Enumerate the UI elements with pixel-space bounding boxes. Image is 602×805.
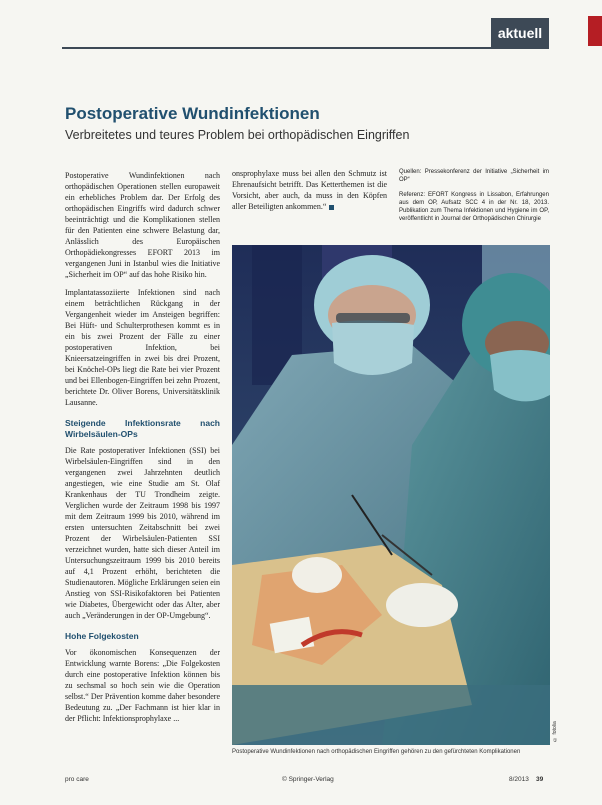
- footer-issue: 8/2013: [509, 776, 529, 783]
- subheading-costs: Hohe Folgekosten: [65, 631, 139, 641]
- article-subtitle: Verbreitetes und teures Problem bei orthopädischen Eingriffen: [65, 128, 410, 142]
- paragraph-continuation: [232, 168, 387, 212]
- end-of-article-icon: [329, 205, 334, 210]
- sources-line: Quellen: Pressekonferenz der Initiative „Sicherheit im OP“: [399, 169, 549, 183]
- section-badge: aktuell: [491, 18, 549, 48]
- surgeons-operating-image: [232, 245, 550, 745]
- text-column-1: [65, 170, 220, 731]
- section-marker-red: [588, 16, 602, 46]
- paragraph-continuation-text: onsprophylaxe muss bei allen den Schmutz ist Ehrenaufsicht betrifft. Das Ketterthemen ist die Vorsicht, aber auch, da muss in den Köpfen aller Beteiligten ankommen.“: [232, 169, 387, 211]
- text-column-2: [232, 168, 387, 219]
- sources-box: [399, 168, 549, 230]
- paragraph-spine-study: Die Rate postoperativer Infektionen (SSI) bei Wirbelsäulen-Eingriffen sind in den vergangenen zwei Jahrzehnten deutlich angestiegen, wie eine Studie am St. Olaf Krankenhaus der TU Trondheim zeigte. Verglichen wurde der Zeitraum 1998 bis 1997 mit dem Zeitraum 1999 bis 2010, während im ersten untersuchten Zeitabschnitt bei zwei Prozent der Wirbelsäulen-Patienten SSI verzeichnet wurden, hatte sich dieser Anteil im Untersuchungszeitraum 1999 bis 2010 bereits auf 4,1 Prozent erhöht, berichteten die Studienautoren. Mögliche Erklärungen seien ein Anstieg von SSI-Risikofaktoren bei Patienten wie Diabetes, Übergewicht oder das Alter, aber auch „Veränderungen in der OP-Umgebung“.: [65, 446, 220, 620]
- subheading-spine: Steigende Infektionsrate nach Wirbelsäulen-OPs: [65, 418, 220, 439]
- paragraph-costs: Vor ökonomischen Konsequenzen der Entwicklung warnte Borens: „Die Folgekosten durch eine postoperative Infektion können bis zu sechsmal so hoch sein wie die Operation selbst.“ Der Prävention komme daher besondere Bedeutung zu. „Der Fachmann ist hier klar in der Pflicht: Infektionsprophylaxe ...: [65, 648, 220, 723]
- paragraph-infection-rates: Implantatassoziierte Infektionen sind nach einem beträchtlichen Rückgang in der Vergangenheit wieder im Ansteigen begriffen: Bei Hüft- und Schulterprothesen kommt es in ein bis zwei Prozent der Fälle zu einer postoperativen Infektion, bei Knieersatzeingriffen in zwei bis drei Prozent, bei Knöchel-OPs liegt die Rate bei vier Prozent und bei Ellenbogen-Eingriffen bei zehn Prozent, berichtete Dr. Oliver Borens, Universitätsklinik Lausanne.: [65, 288, 220, 407]
- header-rule: [62, 47, 549, 49]
- photo-credit: © fotolia: [552, 721, 558, 742]
- footer-journal: pro care: [65, 776, 89, 783]
- page-number: 39: [536, 776, 544, 783]
- article-title: Postoperative Wundinfektionen: [65, 104, 320, 123]
- footer-publisher: © Springer-Verlag: [282, 776, 334, 783]
- paragraph-intro: Postoperative Wundinfektionen nach orthopädischen Operationen stellen europaweit ein erhebliches Problem dar. Der Erfolg des orthopädischen Eingriffs wird dadurch schwer beeinträchtigt und die Komplikationen stellen für den Patienten eine schwere Belastung dar, Anlässlich des Europäischen Orthopädiekongresses EFORT 2013 im vergangenen Juni in Istanbul wies die Initiative „Sicherheit im OP“ auf das hohe Risiko hin.: [65, 171, 220, 279]
- reference-line: Referenz: EFORT Kongress in Lissabon, Erfahrungen aus dem OP, Aufsatz SCC 4 in der Nr. 18, 2013. Publikation zum Thema Infektionen und Hygiene im OP, veröffentlicht in Journal der Orthopädischen Chirurgie: [399, 192, 549, 222]
- photo-caption: Postoperative Wundinfektionen nach orthopädischen Eingriffen gehören zu den gefürchteten Komplikationen: [232, 749, 521, 755]
- surgery-photo: [232, 245, 550, 745]
